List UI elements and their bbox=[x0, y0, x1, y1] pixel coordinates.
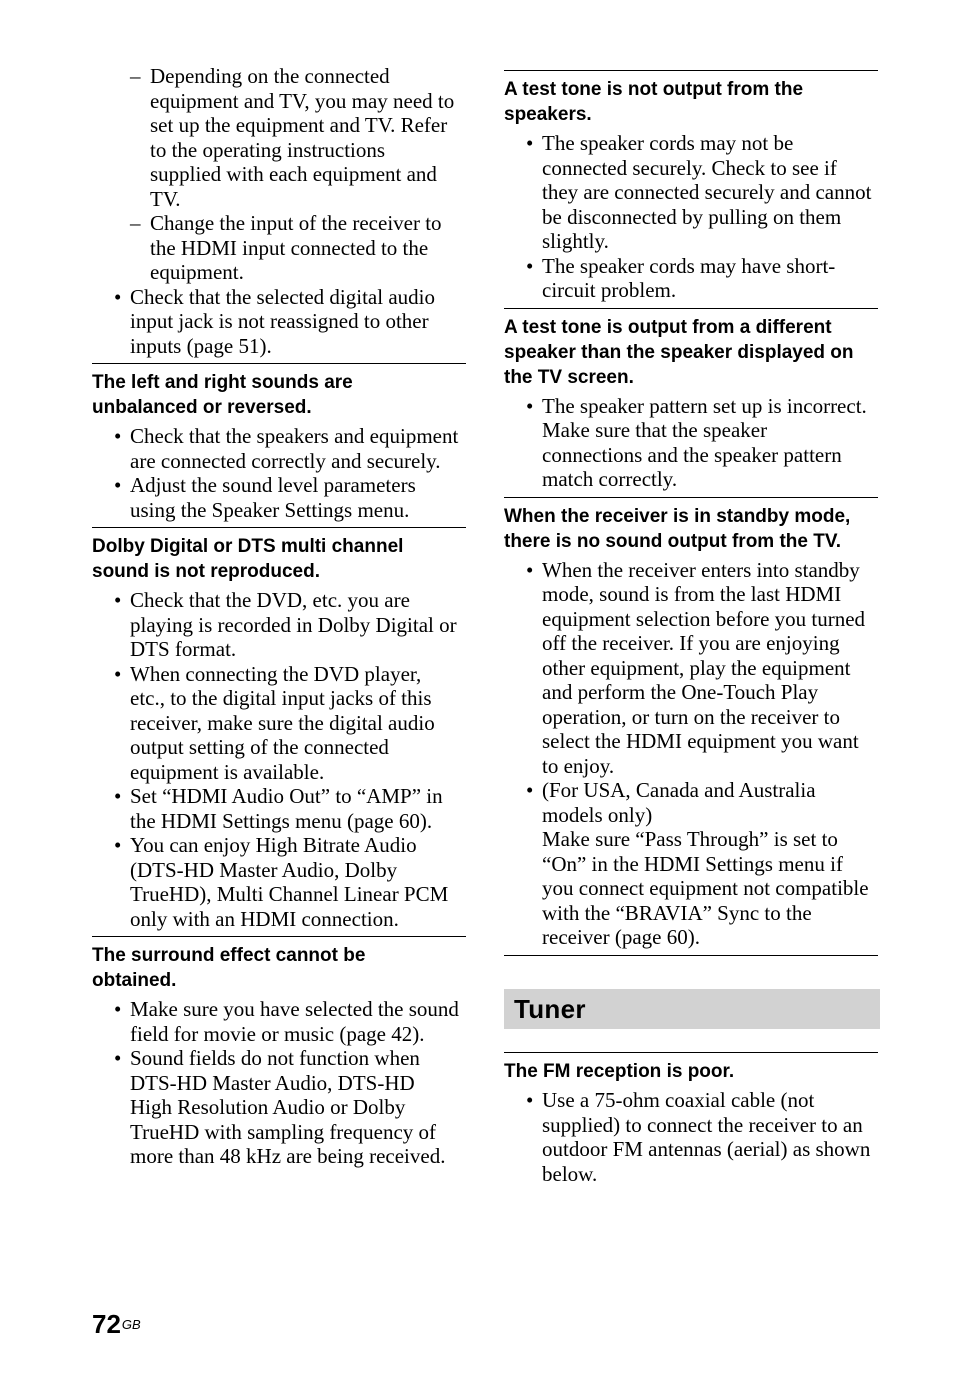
item-text: Adjust the sound level parameters using the Speaker Settings menu. bbox=[130, 473, 416, 522]
item-text: The speaker pattern set up is incorrect. Make sure that the speaker connections and the speaker pattern match correctly. bbox=[542, 393, 867, 491]
bullet-item bbox=[92, 784, 466, 833]
page-number-suffix: GB bbox=[121, 1317, 141, 1332]
right-column bbox=[504, 70, 878, 956]
bullet-marker: • bbox=[114, 473, 122, 497]
section-heading: A test tone is not output from the speakers. bbox=[504, 79, 804, 125]
item-text: (For USA, Canada and Australia models only) Make sure “Pass Through” is set to “On” in the HDMI Settings menu if you connect equipment not compatible with the “BRAVIA” Sync to the receiver (page 60). bbox=[542, 778, 869, 949]
item-text: Make sure you have selected the sound field for movie or music (page 42). bbox=[130, 997, 459, 1046]
item-text: Check that the selected digital audio input jack is not reassigned to other inputs (page 51). bbox=[130, 284, 435, 358]
item-text: Set “HDMI Audio Out” to “AMP” in the HDMI Settings menu (page 60). bbox=[130, 784, 443, 833]
bullet-marker: • bbox=[114, 784, 122, 808]
item-text: When connecting the DVD player, etc., to the digital input jacks of this receiver, make sure the digital audio output setting of the connected equipment is available. bbox=[130, 661, 435, 784]
bullet-item bbox=[504, 778, 878, 950]
dash-item bbox=[92, 211, 466, 285]
bullet-marker: • bbox=[114, 997, 122, 1021]
bullet-marker: • bbox=[114, 424, 122, 448]
tuner-section bbox=[504, 1052, 878, 1186]
bullet-item bbox=[504, 1088, 878, 1186]
bullet-item bbox=[92, 285, 466, 359]
bullet-item bbox=[504, 558, 878, 779]
page-number bbox=[92, 1309, 141, 1339]
bullet-item bbox=[92, 997, 466, 1046]
bullet-marker: • bbox=[526, 131, 534, 155]
bullet-marker: • bbox=[114, 1046, 122, 1070]
item-text: Use a 75-ohm coaxial cable (not supplied) to connect the receiver to an outdoor FM antennas (aerial) as shown below. bbox=[542, 1088, 871, 1186]
item-text: You can enjoy High Bitrate Audio (DTS-HD Master Audio, Dolby TrueHD), Multi Channel Linear PCM only with an HDMI connection. bbox=[130, 833, 449, 931]
bullet-marker: • bbox=[526, 557, 534, 582]
bullet-item bbox=[92, 588, 466, 662]
dash-marker: – bbox=[130, 64, 141, 88]
bullet-marker: • bbox=[114, 588, 122, 612]
item-text: Change the input of the receiver to the HDMI input connected to the equipment. bbox=[150, 211, 442, 284]
bullet-marker: • bbox=[526, 778, 534, 802]
bullet-item bbox=[92, 473, 466, 522]
bullet-marker: • bbox=[114, 833, 122, 857]
tuner-section-banner bbox=[504, 989, 880, 1029]
bullet-item bbox=[92, 1046, 466, 1169]
section-divider bbox=[504, 955, 878, 956]
section-heading: The left and right sounds are unbalanced or reversed. bbox=[92, 372, 353, 418]
dash-marker: – bbox=[130, 211, 141, 235]
bullet-item bbox=[92, 662, 466, 785]
section-heading: When the receiver is in standby mode, there is no sound output from the TV. bbox=[504, 505, 851, 552]
item-text: When the receiver enters into standby mode, sound is from the last HDMI equipment selection before you turned off the receiver. If you are enjoying other equipment, play the equipment and perform the One-Touch Play operation, or turn on the receiver to select the HDMI equipment you want to enjoy. bbox=[542, 557, 866, 778]
bullet-marker: • bbox=[114, 661, 122, 686]
bullet-item bbox=[92, 833, 466, 931]
section-heading: Dolby Digital or DTS multi channel sound is not reproduced. bbox=[92, 536, 404, 582]
section-heading: A test tone is output from a different speaker than the speaker displayed on the TV screen. bbox=[504, 316, 854, 388]
bullet-item bbox=[504, 254, 878, 303]
bullet-item bbox=[92, 424, 466, 473]
bullet-marker: • bbox=[526, 393, 534, 418]
bullet-marker: • bbox=[526, 1088, 534, 1112]
item-text: Depending on the connected equipment and TV, you may need to set up the equipment and TV. Refer to the operating instructions supplied with each equipment and TV. bbox=[150, 64, 455, 211]
bullet-marker: • bbox=[526, 253, 534, 278]
bullet-item bbox=[504, 131, 878, 254]
left-column bbox=[92, 64, 466, 1169]
dash-item bbox=[92, 64, 466, 211]
section-title: Tuner bbox=[514, 994, 586, 1024]
bullet-item bbox=[504, 394, 878, 492]
item-text: Check that the DVD, etc. you are playing is recorded in Dolby Digital or DTS format. bbox=[130, 588, 457, 661]
item-text: Sound fields do not function when DTS-HD Master Audio, DTS-HD High Resolution Audio or Dolby TrueHD with sampling frequency of more than 48 kHz are being received. bbox=[130, 1046, 446, 1168]
section-heading: The surround effect cannot be obtained. bbox=[92, 945, 366, 991]
item-text: Check that the speakers and equipment are connected correctly and securely. bbox=[130, 424, 459, 473]
section-heading: The FM reception is poor. bbox=[504, 1061, 735, 1082]
page-number-value: 72 bbox=[92, 1309, 121, 1339]
item-text: The speaker cords may have short- circuit problem. bbox=[542, 253, 836, 302]
bullet-marker: • bbox=[114, 284, 122, 309]
item-text: The speaker cords may not be connected securely. Check to see if they are connected securely and cannot be disconnected by pulling on them slightly. bbox=[542, 131, 872, 253]
